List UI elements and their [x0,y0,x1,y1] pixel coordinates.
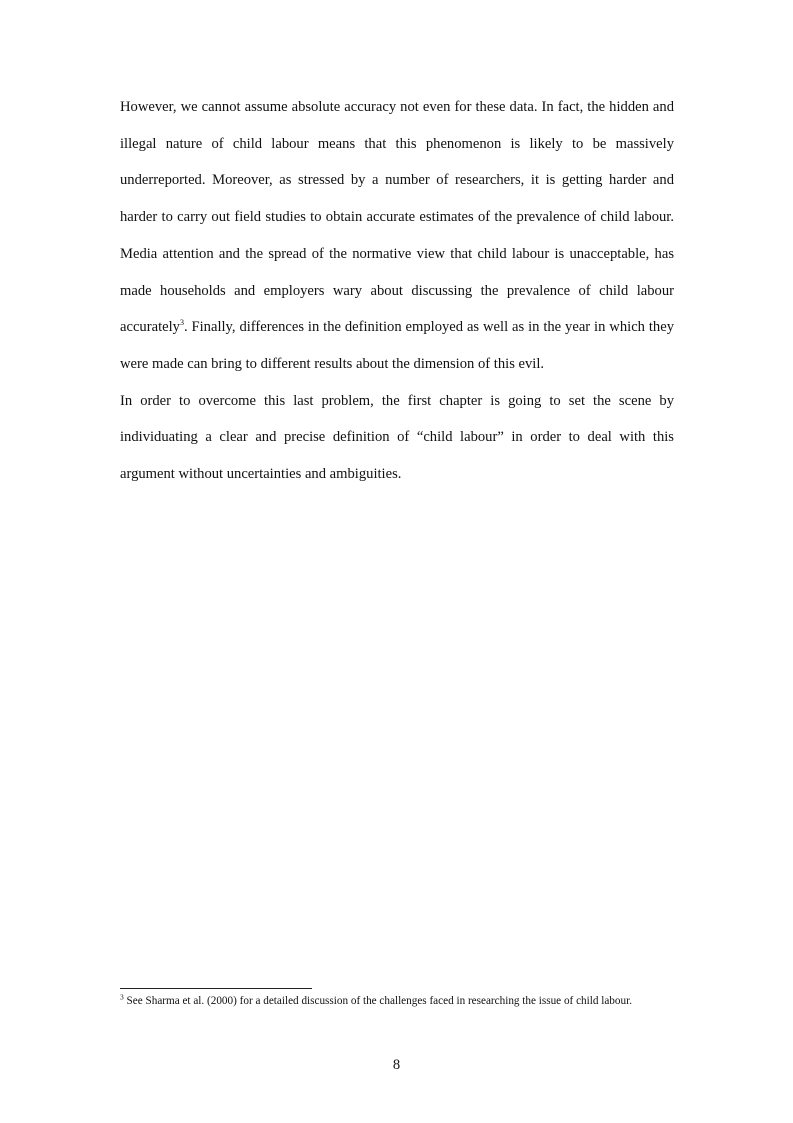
footnote [120,993,674,1009]
page-number: 8 [392,1057,401,1073]
body-text [120,89,674,493]
footnote-text: See Sharma et al. (2000) for a detailed discussion of the challenges faced in researching the issue of child labour. [123,995,632,1007]
paragraph-text: However, we cannot assume absolute accuracy not even for these data. In fact, the hidden and illegal nature of child labour means that this phenomenon is likely to be massively underreported. Moreover, as stressed by a number of researchers, it is getting harder and harder to carry out field studies to obtain accurate estimates of the prevalence of child labour. Media attention and the spread of the normative view that child labour is unacceptable, has made households and employers wary about discussing the prevalence of child labour accurately [120,99,674,336]
paragraph-text: In order to overcome this last problem, the first chapter is going to set the scene by individuating a clear and precise definition of “child labour” in order to deal with this argument without uncertainties and ambiguities. [120,392,674,483]
paragraph-definition [120,383,674,493]
footnote-reference: 3 [179,318,184,328]
paragraph-data-accuracy [120,89,674,383]
footnote-separator [120,988,312,989]
paragraph-text-continued: . Finally, differences in the definition employed as well as in the year in which they were made can bring to different results about the dimension of this evil. [120,319,674,372]
footnote-mark: 3 [120,992,124,1002]
